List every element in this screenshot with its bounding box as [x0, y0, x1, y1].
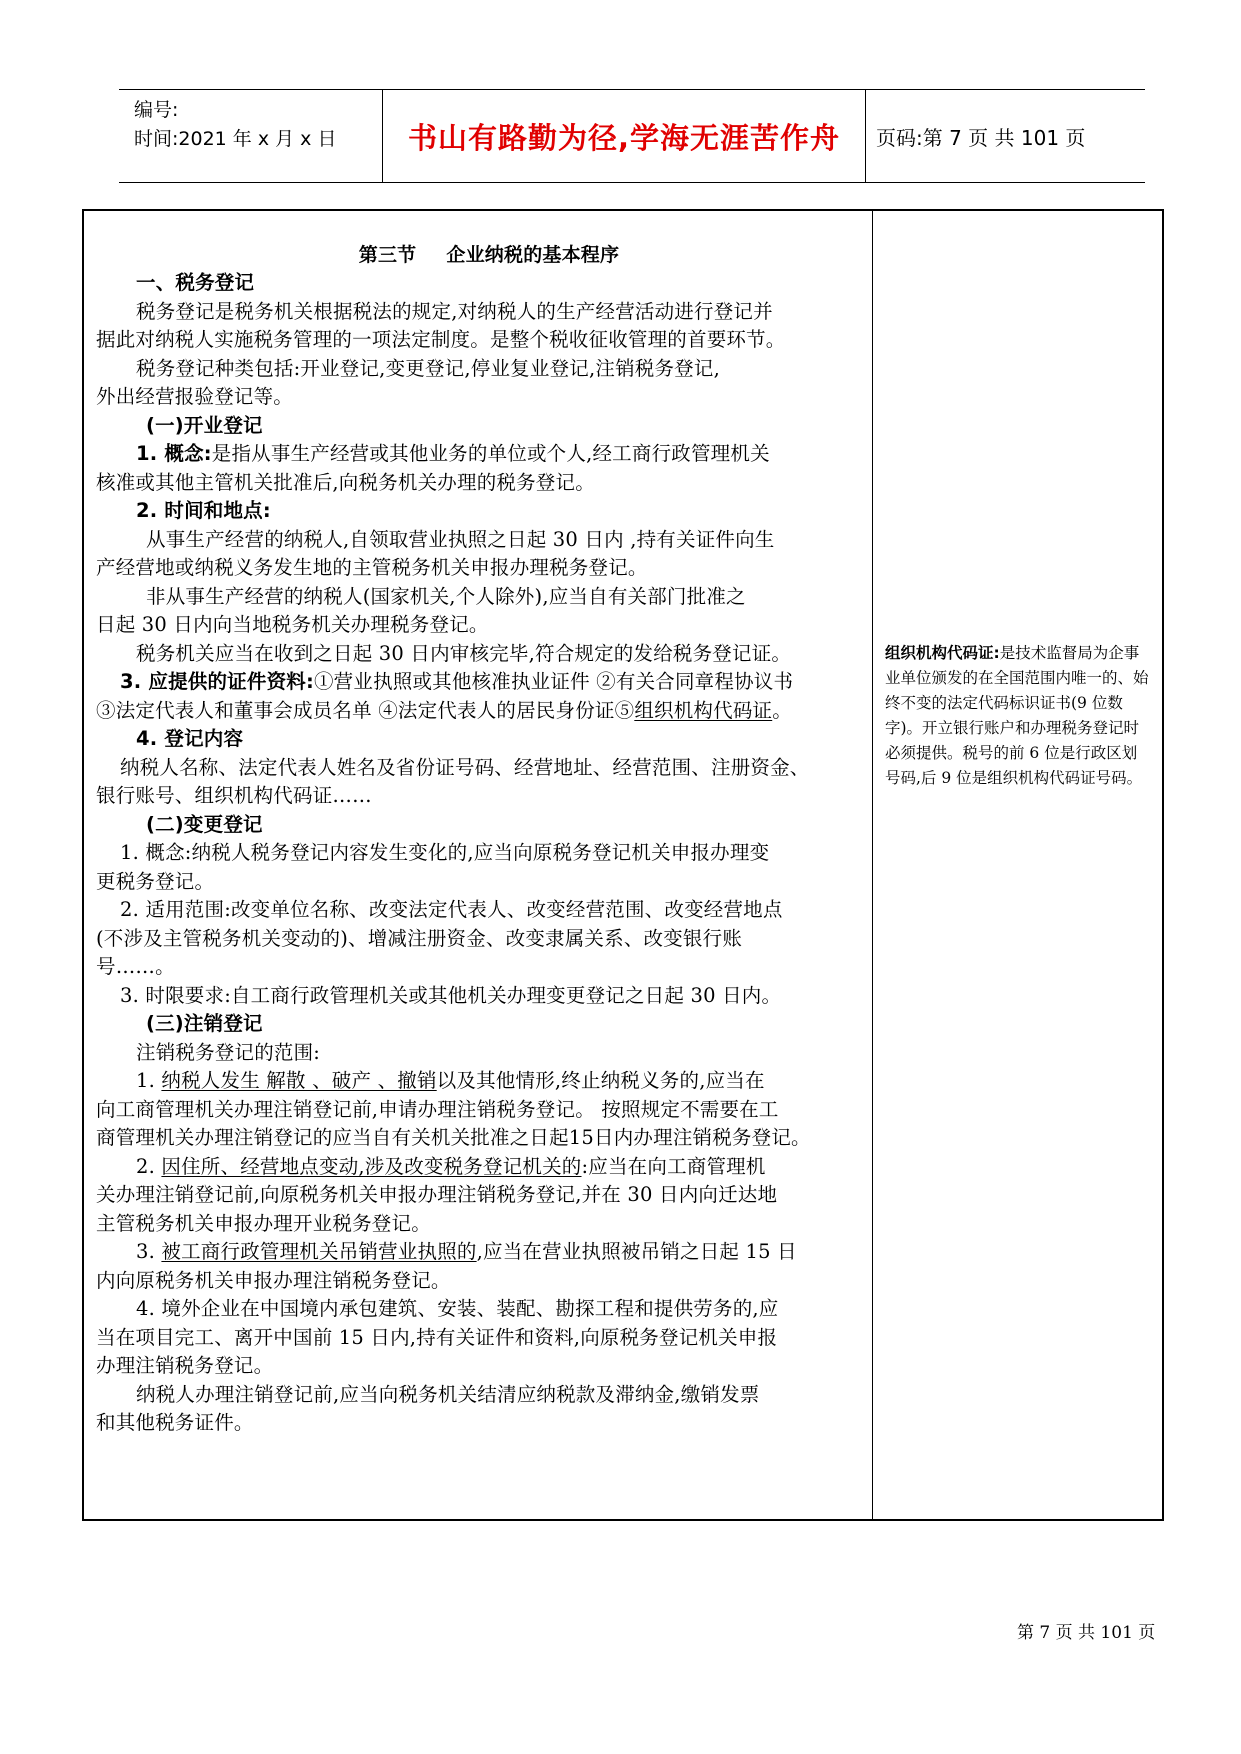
paragraph-line [96, 1153, 868, 1182]
header-meta [119, 90, 382, 182]
heading-cancellation-registration: (三)注销登记 [146, 1012, 263, 1035]
time-label: 时间:2021 年 x 月 x 日 [134, 128, 337, 150]
paragraph-line: 产经营地或纳税义务发生地的主管税务机关申报办理税务登记。 [96, 556, 648, 579]
item-number: 2. [136, 1154, 162, 1178]
paragraph-line [96, 1067, 868, 1096]
underlined-text: 被工商行政管理机关吊销营业执照的 [161, 1240, 477, 1263]
notes-column [873, 211, 1162, 1519]
paragraph-line: 非从事生产经营的纳税人(国家机关,个人除外),应当自有关部门批准之 [146, 584, 746, 608]
paragraph-line: 2. 适用范围:改变单位名称、改变法定代表人、改变经营范围、改变经营地点 [120, 898, 783, 921]
paragraph-line: 商管理机关办理注销登记的应当自有关机关批准之日起15日内办理注销税务登记。 [96, 1126, 811, 1149]
page-footer: 第 7 页 共 101 页 [1017, 1623, 1156, 1643]
paragraph-line: 外出经营报验登记等。 [96, 385, 294, 408]
paragraph-line: 纳税人名称、法定代表人姓名及省份证号码、经营地址、经营范围、注册资金、 [120, 755, 810, 779]
paragraph-line [96, 668, 868, 697]
paragraph-line: 从事生产经营的纳税人,自领取营业执照之日起 30 日内 ,持有关证件向生 [146, 527, 775, 551]
paragraph-line: 内向原税务机关申报办理注销税务登记。 [96, 1268, 451, 1292]
number-label: 编号: [134, 99, 179, 121]
paragraph-line: 关办理注销登记前,向原税务机关申报办理注销税务登记,并在 30 日内向迁达地 [96, 1183, 778, 1206]
line-text: ③法定代表人和董事会成员名单 ④法定代表人的居民身份证⑤ [96, 698, 635, 722]
paragraph-line: 税务登记是税务机关根据税法的规定,对纳税人的生产经营活动进行登记并 [136, 299, 773, 323]
content-table [82, 209, 1164, 1521]
section-title-number: 第三节 [358, 244, 417, 266]
section-title [96, 241, 868, 269]
heading-opening-registration: (一)开业登记 [146, 413, 263, 437]
paragraph-line: 3. 时限要求:自工商行政管理机关或其他机关办理变更登记之日起 30 日内。 [120, 983, 782, 1007]
paragraph-line: 办理注销税务登记。 [96, 1354, 274, 1377]
paragraph-line [96, 1238, 868, 1267]
underlined-term: 组织机构代码证 [634, 698, 773, 722]
line-text: ①营业执照或其他核准执业证件 ②有关合同章程协议书 [313, 670, 794, 693]
item-number: 1. [136, 1069, 162, 1092]
heading-tax-registration: 一、税务登记 [136, 271, 255, 294]
paragraph-line: (不涉及主管税务机关变动的)、增减注册资金、改变隶属关系、改变银行账 [96, 926, 743, 950]
line-text: 。 [772, 698, 792, 722]
paragraph-line: 银行账号、组织机构代码证…… [96, 784, 372, 807]
side-note-term: 组织机构代码证: [885, 644, 1000, 662]
line-text: 是指从事生产经营或其他业务的单位或个人,经工商行政管理机关 [211, 442, 770, 465]
paragraph-line: 据此对纳税人实施税务管理的一项法定制度。是整个税收征收管理的首要环节。 [96, 328, 786, 351]
paragraph-line: 和其他税务证件。 [96, 1411, 254, 1434]
paragraph-line: 4. 境外企业在中国境内承包建筑、安装、装配、勘探工程和提供劳务的,应 [136, 1297, 779, 1320]
paragraph-line: 税务登记种类包括:开业登记,变更登记,停业复业登记,注销税务登记, [136, 356, 720, 380]
line-text: 以及其他情形,终止纳税义务的,应当在 [436, 1069, 765, 1092]
label-registration-content: 4. 登记内容 [136, 727, 244, 750]
paragraph-line: 1. 概念:纳税人税务登记内容发生变化的,应当向原税务登记机关申报办理变 [120, 841, 770, 864]
paragraph-line [96, 440, 868, 469]
side-note [885, 641, 1151, 791]
line-text: ,应当在营业执照被吊销之日起 15 日 [476, 1240, 797, 1263]
item-number: 3. [136, 1240, 162, 1263]
line-text: :应当在向工商管理机 [581, 1154, 766, 1178]
paragraph-line: 主管税务机关申报办理开业税务登记。 [96, 1211, 431, 1235]
page-header [119, 89, 1145, 183]
section-title-text: 企业纳税的基本程序 [446, 244, 620, 266]
underlined-text: 纳税人发生 解散 、破产 、撤销 [161, 1069, 437, 1092]
label-documents: 3. 应提供的证件资料: [120, 670, 314, 693]
paragraph-line: 日起 30 日内向当地税务机关办理税务登记。 [96, 613, 489, 636]
header-page-label: 页码:第 7 页 共 101 页 [876, 125, 1086, 150]
paragraph-line: 纳税人办理注销登记前,应当向税务机关结清应纳税款及滞纳金,缴销发票 [136, 1382, 760, 1406]
underlined-text: 因住所、经营地点变动,涉及改变税务登记机关的 [161, 1154, 582, 1178]
paragraph-line: 更税务登记。 [96, 869, 215, 893]
label-concept: 1. 概念: [136, 442, 212, 465]
paragraph-line: 注销税务登记的范围: [136, 1040, 321, 1064]
paragraph-line: 当在项目完工、离开中国前 15 日内,持有关证件和资料,向原税务登记机关申报 [96, 1325, 778, 1349]
side-note-text: 是技术监督局为企事业单位颁发的在全国范围内唯一的、始终不变的法定代码标识证书(9 位数字)。开立银行账户和办理税务登记时必须提供。税号的前 6 位是行政区划号码,后 9 位是组织机构代码证号码。 [885, 644, 1149, 787]
paragraph-line: 向工商管理机关办理注销登记前,申请办理注销税务登记。 按照规定不需要在工 [96, 1097, 779, 1121]
heading-change-registration: (二)变更登记 [146, 812, 263, 836]
main-column [84, 211, 873, 1519]
header-motto: 书山有路勤为径,学海无涯苦作舟 [382, 90, 866, 182]
label-time-place: 2. 时间和地点: [136, 499, 271, 522]
paragraph-line: 税务机关应当在收到之日起 30 日内审核完毕,符合规定的发给税务登记证。 [136, 641, 792, 665]
paragraph-line [96, 697, 868, 726]
paragraph-line: 号……。 [96, 955, 175, 978]
paragraph-line: 核准或其他主管机关批准后,向税务机关办理的税务登记。 [96, 470, 595, 494]
